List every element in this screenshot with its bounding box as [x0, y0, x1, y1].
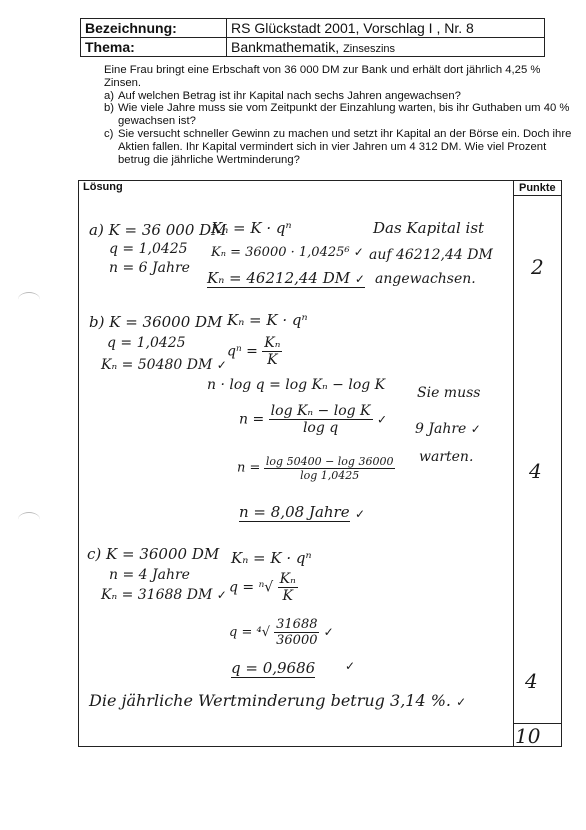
punch-hole-mark — [18, 292, 40, 307]
points-c: 4 — [525, 669, 538, 693]
b-formula-2 — [227, 335, 282, 368]
thema-label: Thema: — [81, 38, 227, 57]
task-item-a — [104, 90, 574, 103]
header-row-bezeichnung — [81, 19, 545, 38]
b-formula-6: n = 8,08 Jahre — [239, 503, 350, 521]
b-answer-1: Sie muss — [417, 385, 481, 401]
task-item-label: c) — [104, 127, 114, 140]
b-given-k: b) K = 36000 DM — [89, 313, 223, 331]
task-item-b — [104, 102, 574, 128]
fraction-denominator: log 1,0425 — [300, 469, 360, 482]
c-given-kn: Kₙ = 31688 DM — [101, 587, 213, 603]
c-given-k: c) K = 36000 DM — [87, 545, 220, 563]
b-answer-2: 9 Jahre — [415, 421, 467, 437]
b-given-kn: Kₙ = 50480 DM — [101, 357, 213, 373]
fraction-numerator: log 50400 − log 36000 — [265, 455, 394, 468]
fraction-denominator: log q — [302, 420, 339, 436]
b-formula-4-lhs: n = — [239, 411, 265, 428]
points-total: 10 — [515, 724, 541, 748]
check-mark-icon: ✓ — [216, 358, 227, 372]
b-formula-5-lhs: n = — [237, 460, 261, 476]
check-mark-icon: ✓ — [323, 625, 334, 639]
a-formula-1: Kₙ = K · qⁿ — [211, 219, 292, 237]
b-answer-3: warten. — [419, 449, 474, 465]
c-formula-3-lhs: q = ⁴√ — [229, 625, 270, 640]
fraction — [274, 617, 319, 648]
check-mark-icon: ✓ — [470, 422, 481, 436]
c-given-n: n = 4 Jahre — [109, 567, 190, 583]
fraction-denominator: K — [267, 352, 278, 368]
c-formula-2-lhs: q = ⁿ√ — [229, 579, 274, 596]
a-given-k: a) K = 36 000 DM — [89, 221, 227, 239]
c-formula-3 — [229, 617, 334, 648]
c-conclusion-wrap — [89, 691, 466, 710]
a-formula-3: Kₙ = 46212,44 DM — [207, 269, 351, 287]
fraction-denominator: K — [282, 588, 293, 604]
points-b: 4 — [529, 459, 542, 483]
a-answer-2: auf 46212,44 DM — [369, 247, 493, 263]
b-formula-6-wrap — [239, 503, 350, 522]
b-formula-2-lhs: qⁿ = — [227, 343, 258, 360]
c-formula-2 — [229, 571, 298, 604]
task-item-text: Auf welchen Betrag ist ihr Kapital nach sechs Jahren angewachsen? — [118, 89, 461, 102]
b-formula-5 — [237, 455, 395, 482]
task-item-label: a) — [104, 89, 115, 102]
thema-value — [227, 38, 545, 57]
c-formula-4-wrap — [231, 659, 315, 678]
c-conclusion: Die jährliche Wertminderung betrug 3,14 %. — [89, 691, 452, 710]
c-formula-4-check — [345, 655, 355, 674]
thema-main: Bankmathematik, — [231, 39, 340, 55]
check-mark-icon: ✓ — [376, 412, 388, 427]
b-formula-6-check — [355, 503, 365, 522]
punkte-label: Punkte — [519, 182, 556, 194]
points-a: 2 — [531, 255, 544, 279]
fraction-numerator: Kₙ — [264, 335, 281, 351]
fraction-numerator: Kₙ — [279, 571, 296, 587]
task-item-label: b) — [104, 102, 115, 115]
a-formula-2-wrap — [211, 245, 364, 260]
check-mark-icon: ✓ — [456, 695, 467, 709]
task-item-text: Wie viele Jahre muss sie vom Zeitpunkt der Einzahlung warten, bis ihr Guthaben um 40 % gewachsen ist? — [118, 102, 570, 128]
check-mark-icon: ✓ — [353, 245, 364, 259]
a-answer-1: Das Kapital ist — [373, 219, 485, 237]
a-given-q: q = 1,0425 — [109, 241, 188, 257]
b-given-kn-wrap — [101, 357, 227, 373]
fraction-numerator: 31688 — [276, 617, 318, 632]
task-text — [104, 64, 574, 166]
header-table — [80, 18, 545, 57]
b-formula-3: n · log q = log Kₙ − log K — [207, 377, 386, 393]
loesung-label: Lösung — [83, 181, 123, 193]
fraction-numerator: log Kₙ − log K — [270, 403, 371, 419]
b-formula-4 — [239, 403, 387, 436]
task-item-c — [104, 128, 574, 166]
b-given-q: q = 1,0425 — [107, 335, 186, 351]
task-item-text: Sie versucht schneller Gewinn zu machen und setzt ihr Kapital an der Börse ein. Doch ihre Aktien fallen. Ihr Kapital vermindert sich in vier Jahren um 4 312 DM. Wie viel Prozent betrug die jährliche Wertminderung? — [118, 127, 572, 166]
a-given-n: n = 6 Jahre — [109, 260, 190, 276]
fraction — [262, 335, 282, 368]
points-column-divider — [513, 181, 514, 746]
b-formula-1: Kₙ = K · qⁿ — [227, 311, 308, 329]
points-header-divider — [513, 195, 561, 196]
a-answer-3: angewachsen. — [375, 271, 476, 287]
check-mark-icon: ✓ — [345, 659, 356, 673]
fraction — [264, 455, 396, 482]
fraction — [278, 571, 298, 604]
fraction-denominator: 36000 — [276, 633, 318, 648]
c-formula-4: q = 0,9686 — [231, 659, 316, 677]
check-mark-icon: ✓ — [355, 507, 366, 521]
bezeichnung-value: RS Glückstadt 2001, Vorschlag I , Nr. 8 — [227, 19, 545, 38]
thema-sub: Zinseszins — [343, 43, 396, 55]
fraction — [269, 403, 373, 436]
a-formula-2: Kₙ = 36000 · 1,0425⁶ — [211, 245, 350, 260]
task-intro: Eine Frau bringt eine Erbschaft von 36 000 DM zur Bank und erhält dort jährlich 4,25 % Zinsen. — [104, 64, 541, 89]
bezeichnung-label: Bezeichnung: — [81, 19, 227, 38]
c-formula-1: Kₙ = K · qⁿ — [231, 549, 312, 567]
b-answer-2-wrap — [415, 421, 481, 437]
a-formula-3-wrap — [207, 269, 365, 288]
punch-hole-mark — [18, 512, 40, 527]
check-mark-icon: ✓ — [354, 272, 365, 286]
c-given-kn-wrap — [101, 587, 227, 603]
check-mark-icon: ✓ — [216, 588, 227, 602]
header-row-thema — [81, 38, 545, 57]
solution-box — [78, 180, 562, 747]
